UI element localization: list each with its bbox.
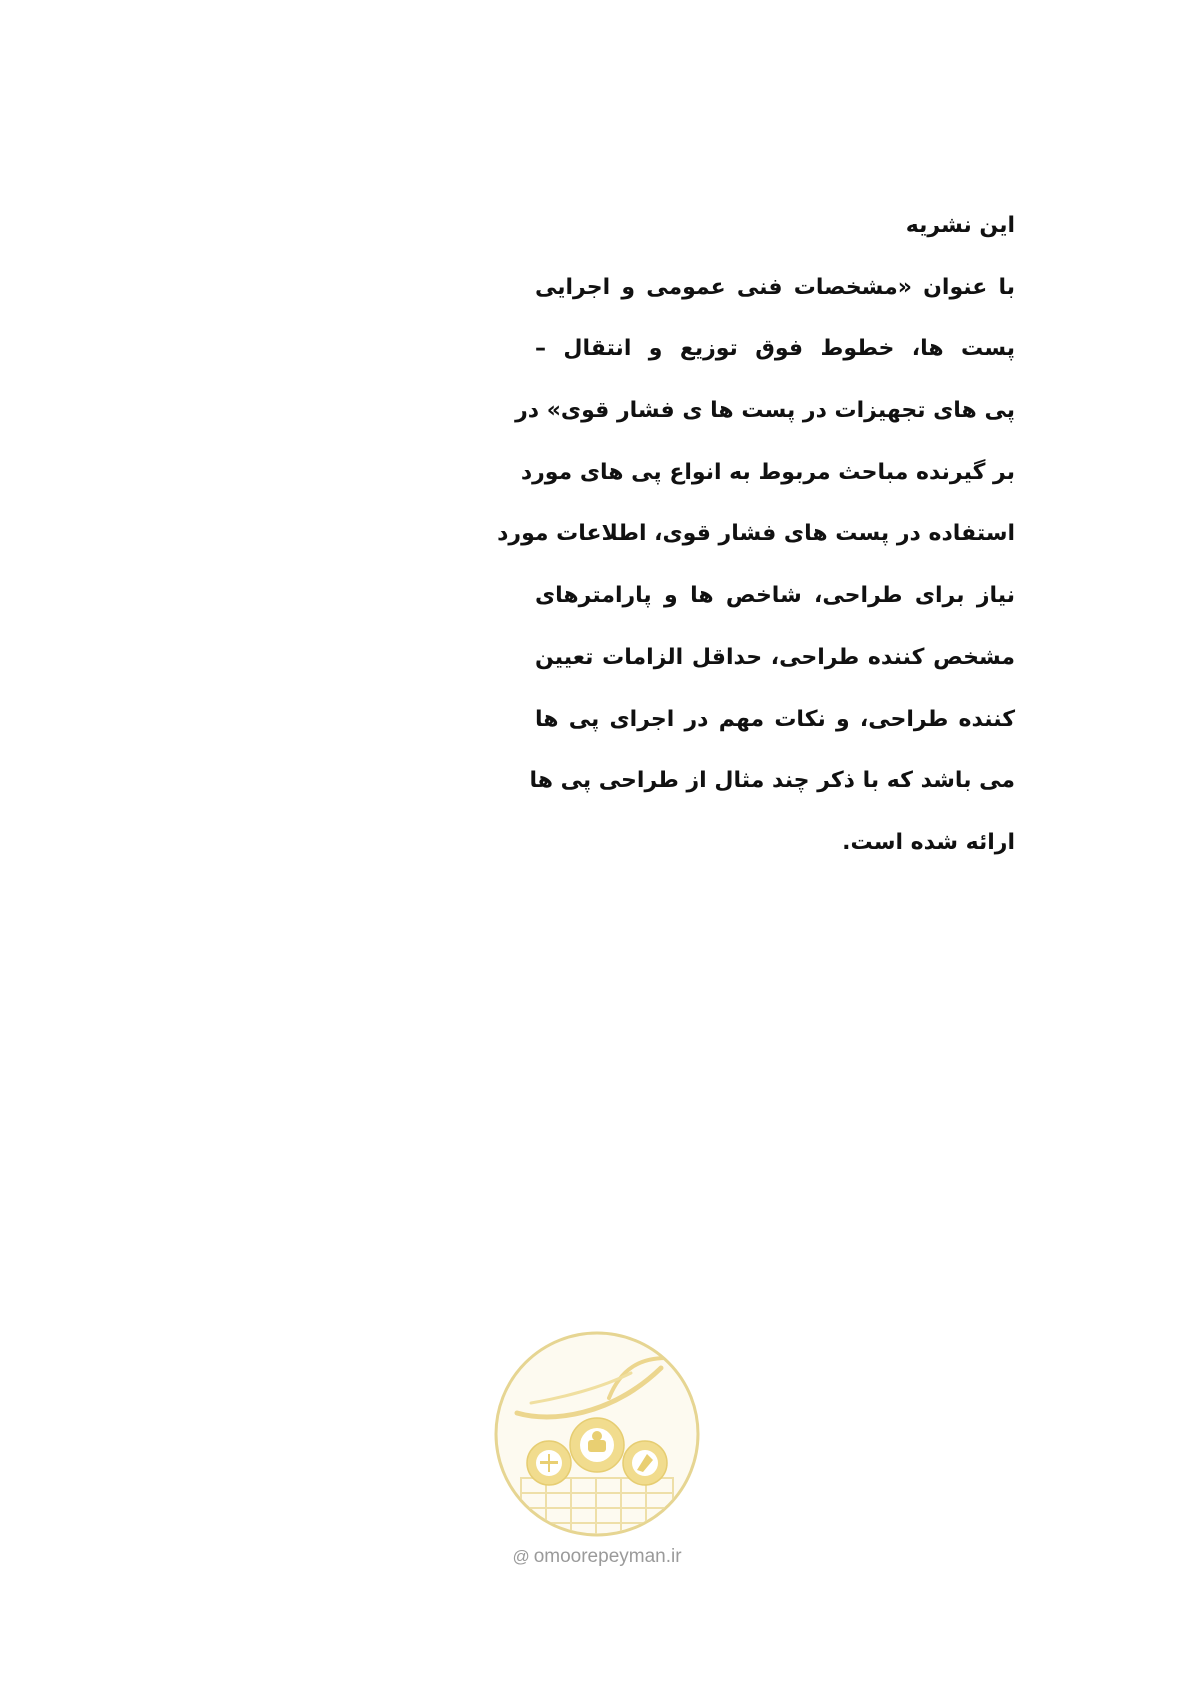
paragraph-line: کننده طراحی، و نکات مهم در اجرای پی ها (535, 706, 1015, 732)
paragraph-line: ارائه شده است. (842, 829, 1015, 855)
logo-seal-icon (491, 1328, 703, 1540)
watermark-logo (491, 1328, 703, 1540)
paragraph-line: می باشد که با ذکر چند مثال از طراحی پی ها (529, 768, 1015, 794)
body-paragraph (497, 212, 1015, 891)
paragraph-line: استفاده در پست های فشار قوی، اطلاعات مورد (497, 521, 1015, 547)
paragraph-line: مشخص کننده طراحی، حداقل الزامات تعیین (535, 644, 1015, 670)
at-sign-icon: @ (512, 1547, 530, 1566)
website-watermark (482, 1545, 712, 1569)
website-text: omoorepeyman.ir (533, 1546, 682, 1567)
paragraph-line: با عنوان «مشخصات فنی عمومی و اجرایی (535, 274, 1015, 300)
paragraph-line: بر گیرنده مباحث مربوط به انواع پی های مورد (520, 459, 1015, 485)
paragraph-line: این نشریه (905, 213, 1015, 238)
paragraph-line: پی های تجهیزات در پست ها ی فشار قوی» در (515, 398, 1015, 424)
paragraph-line: نیاز برای طراحی، شاخص ها و پارامترهای (535, 583, 1015, 609)
paragraph-line: پست ها، خطوط فوق توزیع و انتقال – (535, 336, 1015, 362)
